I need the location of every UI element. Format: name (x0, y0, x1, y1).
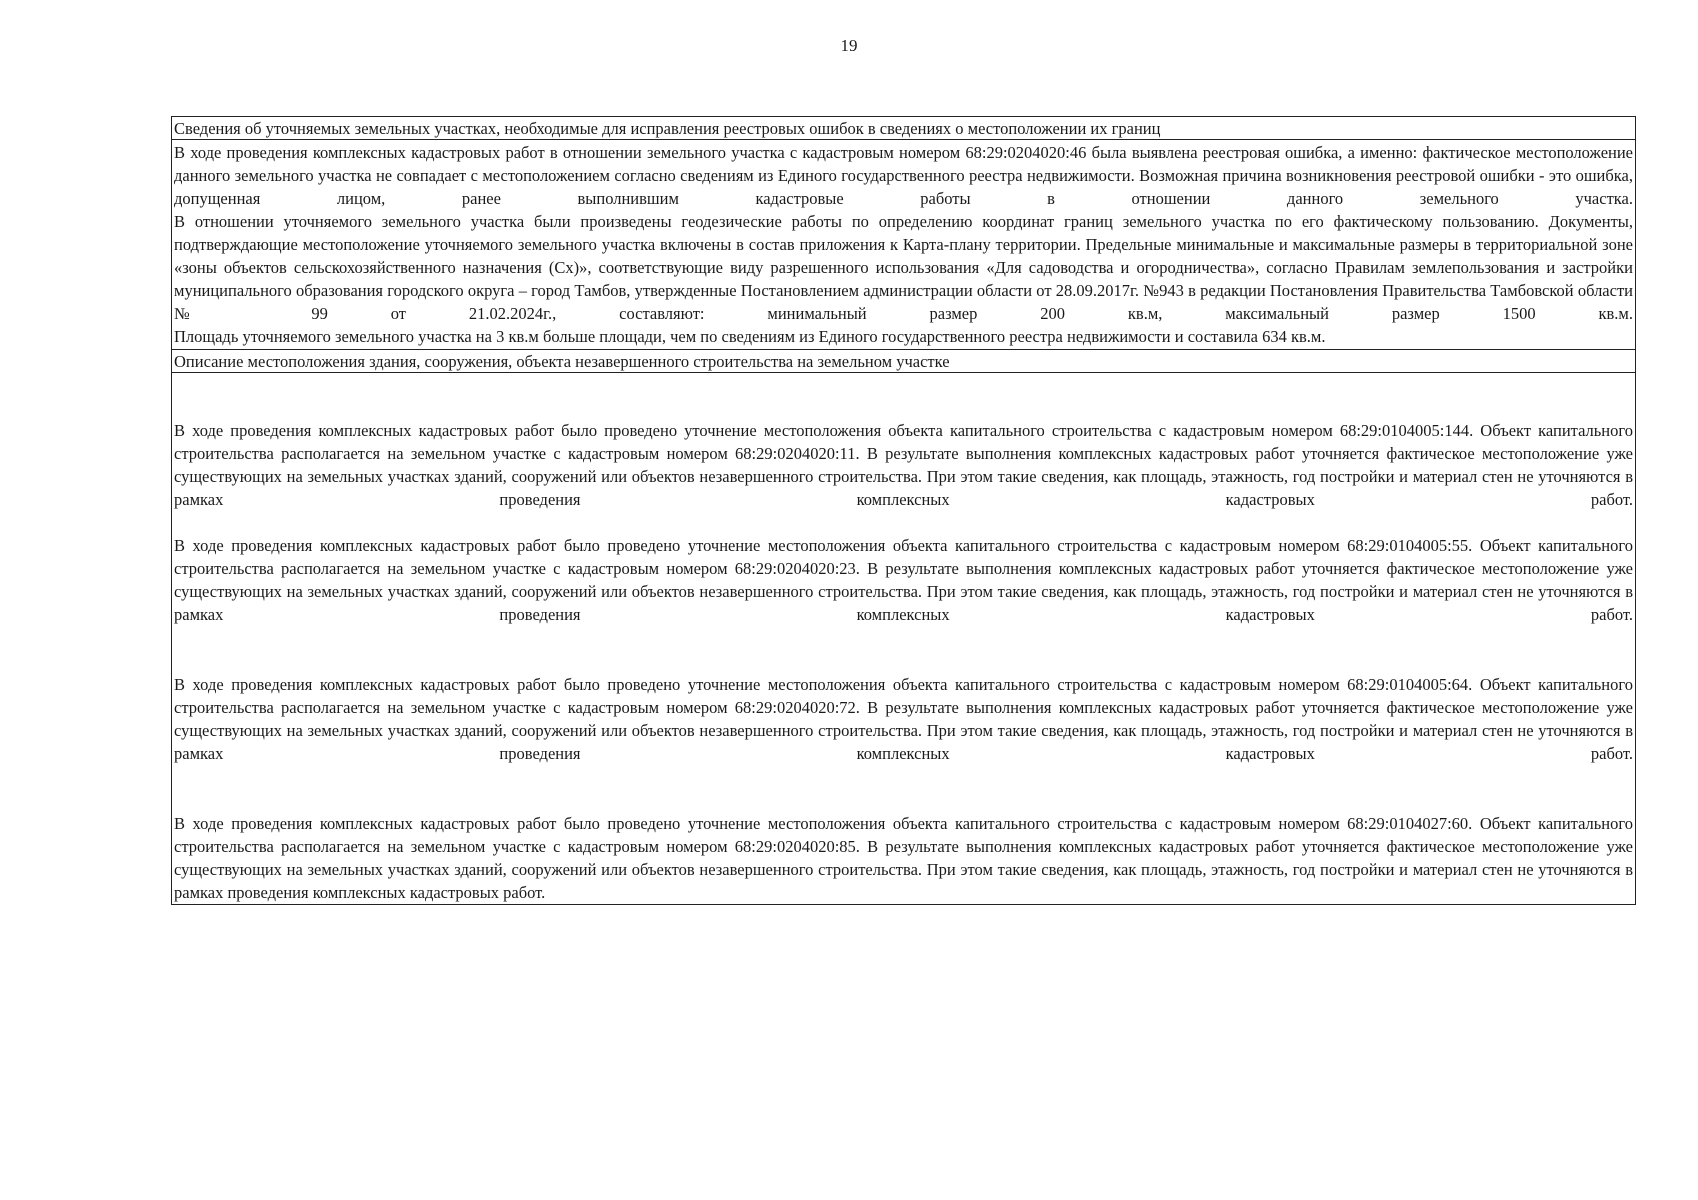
paragraph-registry-error: В ходе проведения комплексных кадастровых работ в отношении земельного участка с кадастровым номером 68:29:0204020:46 была выявлена реестровая ошибка, а именно: фактическое местоположение данного земельного участка не совпадает с местоположением согласно сведениям из Единого государственного реестра недвижимости. Возможная причина возникновения реестровой ошибки - это ошибка, допущенная лицом, ранее выполнившим кадастровые работы в отношении данного земельного участка. (174, 143, 1633, 208)
section-header-buildings: Описание местоположения здания, сооружения, объекта незавершенного строительства на земельном участке (172, 350, 1635, 373)
building-entry-4: В ходе проведения комплексных кадастровых работ было проведено уточнение местоположения объекта капитального строительства с кадастровым номером 68:29:0104027:60. Объект капитального строительства располагается на земельном участке с кадастровым номером 68:29:0204020:85. В результате выполнения комплексных кадастровых работ уточняется фактическое местоположение уже существующих на земельных участках зданий, сооружений или объектов незавершенного строительства. При этом такие сведения, как площадь, этажность, год постройки и материал стен не уточняются в рамках проведения комплексных кадастровых работ. (174, 814, 1633, 902)
building-entry-2: В ходе проведения комплексных кадастровых работ было проведено уточнение местоположения объекта капитального строительства с кадастровым номером 68:29:0104005:55. Объект капитального строительства располагается на земельном участке с кадастровым номером 68:29:0204020:23. В результате выполнения комплексных кадастровых работ уточняется фактическое местоположение уже существующих на земельных участках зданий, сооружений или объектов незавершенного строительства. При этом такие сведения, как площадь, этажность, год постройки и материал стен не уточняются в рамках проведения комплексных кадастровых работ. (174, 536, 1633, 624)
section-land-plots-content (172, 140, 1635, 350)
document-table (171, 116, 1636, 905)
section-header-land-plots: Сведения об уточняемых земельных участках, необходимые для исправления реестровых ошибок в сведениях о местоположении их границ (172, 117, 1635, 140)
section-buildings-content (172, 373, 1635, 904)
paragraph-area: Площадь уточняемого земельного участка на 3 кв.м больше площади, чем по сведениям из Единого государственного реестра недвижимости и составила 634 кв.м. (174, 327, 1326, 346)
building-entry-3: В ходе проведения комплексных кадастровых работ было проведено уточнение местоположения объекта капитального строительства с кадастровым номером 68:29:0104005:64. Объект капитального строительства располагается на земельном участке с кадастровым номером 68:29:0204020:72. В результате выполнения комплексных кадастровых работ уточняется фактическое местоположение уже существующих на земельных участках зданий, сооружений или объектов незавершенного строительства. При этом такие сведения, как площадь, этажность, год постройки и материал стен не уточняются в рамках проведения комплексных кадастровых работ. (174, 675, 1633, 763)
page-number: 19 (840, 36, 858, 55)
building-entry-1: В ходе проведения комплексных кадастровых работ было проведено уточнение местоположения объекта капитального строительства с кадастровым номером 68:29:0104005:144. Объект капитального строительства располагается на земельном участке с кадастровым номером 68:29:0204020:11. В результате выполнения комплексных кадастровых работ уточняется фактическое местоположение уже существующих на земельных участках зданий, сооружений или объектов незавершенного строительства. При этом такие сведения, как площадь, этажность, год постройки и материал стен не уточняются в рамках проведения комплексных кадастровых работ. (174, 421, 1633, 509)
paragraph-geodetic-works: В отношении уточняемого земельного участка были произведены геодезические работы по определению координат границ земельного участка по его фактическому пользованию. Документы, подтверждающие местоположение уточняемого земельного участка включены в состав приложения к Карта-плану территории. Предельные минимальные и максимальные размеры в территориальной зоне «зоны объектов сельскохозяйственного назначения (Сх)», соответствующие виду разрешенного использования «Для садоводства и огородничества», согласно Правилам землепользования и застройки муниципального образования городского округа – город Тамбов, утвержденные Постановлением администрации области от 28.09.2017г. №943 в редакции Постановления Правительства Тамбовской области № 99 от 21.02.2024г., составляют: минимальный размер 200 кв.м, максимальный размер 1500 кв.м. (174, 212, 1633, 323)
